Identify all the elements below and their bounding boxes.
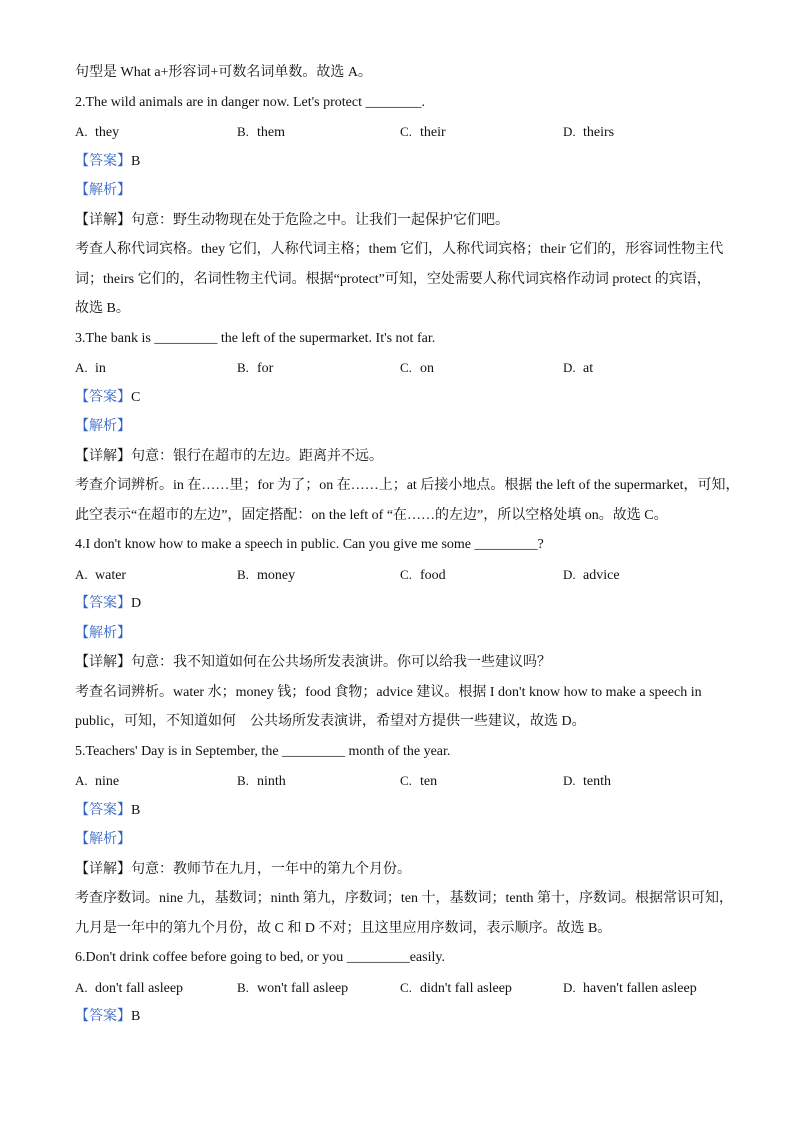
option-a: A. they (75, 124, 120, 140)
detail-line (75, 206, 735, 236)
answer-label: 【答案】 (75, 153, 131, 169)
sentence-meaning: 句意：我不知道如何在公共场所发表演讲。你可以给我一些建议吗？ (131, 655, 551, 670)
detail-label: 【详解】 (75, 448, 131, 464)
answer-label: 【答案】 (75, 389, 131, 405)
detail-label: 【详解】 (75, 212, 131, 228)
question-2 (75, 88, 735, 324)
option-b: B. won't fall asleep (237, 979, 349, 996)
question-5 (75, 737, 735, 944)
option-c: C. food (400, 566, 446, 583)
answer-line (75, 589, 735, 619)
explanation-line: public，可知，不知道如何 公共场所发表演讲，希望对方提供一些建议，故选 D。 (75, 714, 586, 729)
answer-label: 【答案】 (75, 596, 131, 611)
sentence-meaning: 句意：银行在超市的左边。距离并不远。 (131, 448, 383, 464)
analysis-line (75, 825, 735, 855)
options-row (75, 353, 735, 383)
analysis-label: 【解析】 (75, 625, 131, 641)
option-c: C. on (400, 360, 434, 376)
answer-line (75, 796, 735, 826)
detail-line (75, 855, 735, 885)
option-b: B. for (237, 360, 274, 376)
answer-value: B (131, 153, 141, 169)
detail-label: 【详解】 (75, 861, 131, 877)
option-b: B. them (237, 124, 285, 140)
option-c: C. ten (400, 773, 438, 789)
options-row (75, 560, 735, 590)
answer-label: 【答案】 (75, 802, 131, 818)
document-page (75, 58, 740, 1032)
explanation-line: 考查介词辨析。in 在……里；for 为了；on 在……上；at 后接小地点。根据 the left of the supermarket，可知， (75, 478, 740, 493)
sentence-meaning: 句意：野生动物现在处于危险之中。让我们一起保护它们吧。 (131, 212, 509, 228)
explanation-line: 考查序数词。nine 九，基数词；ninth 第九，序数词；ten 十，基数词；tenth 第十，序数词。根据常识可知， (75, 891, 733, 906)
analysis-label: 【解析】 (75, 832, 131, 847)
option-c: C. didn't fall asleep (400, 979, 512, 996)
explanation-line: 考查名词辨析。water 水；money 钱；food 食物；advice 建议。根据 I don't know how to make a speech in (75, 684, 702, 700)
explanation-line: 词；theirs 它们的，名词性物主代词。根据“protect”可知，空处需要人称代词宾格作动词 protect 的宾语， (75, 271, 711, 287)
option-a: A. in (75, 360, 106, 376)
answer-line (75, 147, 735, 177)
option-b: B. ninth (237, 773, 286, 789)
question-6 (75, 943, 735, 1032)
question-stem: 5.Teachers' Day is in September, the _________ month of the year. (75, 743, 451, 759)
option-a: A. water (75, 566, 127, 583)
option-c: C. their (400, 124, 446, 140)
option-d: D. at (563, 360, 594, 376)
answer-value: B (131, 802, 141, 818)
option-d: D. tenth (563, 773, 611, 789)
explanation-line: 故选 B。 (75, 301, 130, 316)
options-row (75, 973, 735, 1003)
option-d: D. theirs (563, 124, 615, 140)
answer-value: B (131, 1009, 141, 1024)
question-4 (75, 530, 735, 737)
analysis-label: 【解析】 (75, 419, 131, 434)
options-row (75, 117, 735, 147)
explanation-line: 此空表示“在超市的左边”，固定搭配：on the left of “在……的左边”，所以空格处填 on。故选 C。 (75, 507, 668, 523)
explanation-line: 考查人称代词宾格。they 它们，人称代词主格；them 它们，人称代词宾格；their 它们的，形容词性物主代 (75, 242, 724, 257)
option-d: D. haven't fallen asleep (563, 979, 697, 996)
question-stem: 2.The wild animals are in danger now. Let's protect ________. (75, 94, 425, 110)
analysis-line (75, 176, 735, 206)
answer-value: C (131, 389, 141, 405)
question-stem: 6.Don't drink coffee before going to bed, or you _________easily. (75, 950, 445, 965)
analysis-line (75, 412, 735, 442)
explanation-line: 九月是一年中的第九个月份，故 C 和 D 不对；且这里应用序数词，表示顺序。故选 B。 (75, 920, 612, 936)
option-a: A. nine (75, 773, 120, 789)
detail-line (75, 442, 735, 472)
sentence-meaning: 句意：教师节在九月，一年中的第九个月份。 (131, 861, 411, 877)
options-row (75, 766, 735, 796)
option-a: A. don't fall asleep (75, 979, 184, 996)
analysis-label: 【解析】 (75, 183, 131, 198)
detail-line (75, 648, 735, 678)
option-d: D. advice (563, 566, 620, 583)
question-stem: 4.I don't know how to make a speech in public. Can you give me some _________? (75, 537, 544, 552)
answer-value: D (131, 596, 142, 611)
question-3 (75, 324, 740, 531)
answer-line (75, 1002, 735, 1032)
detail-label: 【详解】 (75, 655, 131, 670)
option-b: B. money (237, 566, 296, 583)
analysis-line (75, 619, 735, 649)
answer-line (75, 383, 735, 413)
intro-line: 句型是 What a+形容词+可数名词单数。故选 A。 (75, 65, 372, 80)
answer-label: 【答案】 (75, 1009, 131, 1024)
question-stem: 3.The bank is _________ the left of the supermarket. It's not far. (75, 330, 436, 346)
